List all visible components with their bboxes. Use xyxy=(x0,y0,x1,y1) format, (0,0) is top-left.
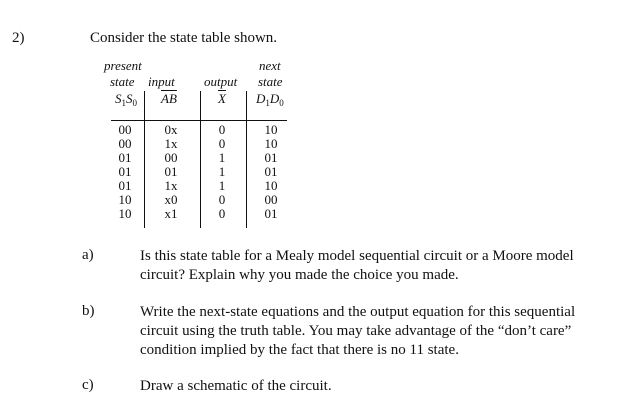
part-b-line: circuit using the truth table. You may take advantage of the “don’t care” xyxy=(140,323,572,339)
header-output: output xyxy=(204,74,238,89)
part-c-label: c) xyxy=(82,377,94,393)
table-row xyxy=(100,206,290,220)
cell-input: 1x xyxy=(164,136,178,151)
header-input: input xyxy=(148,74,175,89)
cell-input: x0 xyxy=(164,192,178,207)
cell-output: 0 xyxy=(218,206,226,221)
table-row xyxy=(100,122,290,136)
header-state-next: state xyxy=(258,74,283,89)
cell-state: 01 xyxy=(118,164,132,179)
header-s0: S xyxy=(126,91,133,106)
header-s1-sub: 1 xyxy=(121,98,126,108)
cell-input: 0x xyxy=(164,122,178,137)
question-number: 2) xyxy=(12,30,25,46)
part-c-line: Draw a schematic of the circuit. xyxy=(140,378,332,394)
cell-next: 01 xyxy=(264,164,278,179)
header-d0: D xyxy=(269,91,280,106)
header-ab: $\overline{AB}$ xyxy=(161,91,177,106)
header-divider xyxy=(111,120,287,121)
header-state: state xyxy=(110,74,135,89)
cell-next: 00 xyxy=(264,192,278,207)
part-b-line: Write the next-state equations and the output equation for this sequential xyxy=(140,304,576,320)
cell-input: x1 xyxy=(164,206,178,221)
part-a-label: a) xyxy=(82,247,94,263)
header-d1-sub: 1 xyxy=(265,98,270,108)
cell-state: 00 xyxy=(118,136,132,151)
cell-next: 10 xyxy=(264,178,278,193)
header-x: $\overline{X}$ xyxy=(218,91,226,106)
header-s1: S xyxy=(115,91,122,106)
cell-output: 0 xyxy=(218,136,226,151)
part-a-line: Is this state table for a Mealy model sequential circuit or a Moore model xyxy=(140,248,574,264)
part-a-line: circuit? Explain why you made the choice you made. xyxy=(140,267,459,283)
state-table xyxy=(100,58,290,226)
header-d1d0 xyxy=(256,91,284,108)
cell-output: 1 xyxy=(218,178,226,193)
table-row xyxy=(100,164,290,178)
header-present: present xyxy=(104,58,142,73)
cell-state: 10 xyxy=(118,192,132,207)
table-row xyxy=(100,192,290,206)
cell-state: 10 xyxy=(118,206,132,221)
cell-state: 01 xyxy=(118,150,132,165)
cell-next: 01 xyxy=(264,150,278,165)
cell-state: 00 xyxy=(118,122,132,137)
header-d0-sub: 0 xyxy=(279,98,284,108)
cell-output: 0 xyxy=(218,122,226,137)
cell-next: 01 xyxy=(264,206,278,221)
cell-input: 01 xyxy=(164,164,178,179)
cell-input: 1x xyxy=(164,178,178,193)
part-a-text xyxy=(140,247,574,285)
header-d1: D xyxy=(256,91,266,106)
cell-output: 0 xyxy=(218,192,226,207)
cell-next: 10 xyxy=(264,122,278,137)
part-b-line: condition implied by the fact that there is no 11 state. xyxy=(140,342,459,358)
table-row xyxy=(100,136,290,150)
header-s0-sub: 0 xyxy=(132,98,137,108)
header-s1s0 xyxy=(115,91,137,108)
part-b-label: b) xyxy=(82,303,95,319)
question-intro: Consider the state table shown. xyxy=(90,30,278,46)
part-b-text xyxy=(140,303,575,360)
table-row xyxy=(100,150,290,164)
cell-state: 01 xyxy=(118,178,132,193)
table-row xyxy=(100,178,290,192)
cell-output: 1 xyxy=(218,164,226,179)
cell-input: 00 xyxy=(164,150,178,165)
header-next: next xyxy=(259,58,281,73)
cell-output: 1 xyxy=(218,150,226,165)
part-c-text xyxy=(140,377,332,396)
cell-next: 10 xyxy=(264,136,278,151)
